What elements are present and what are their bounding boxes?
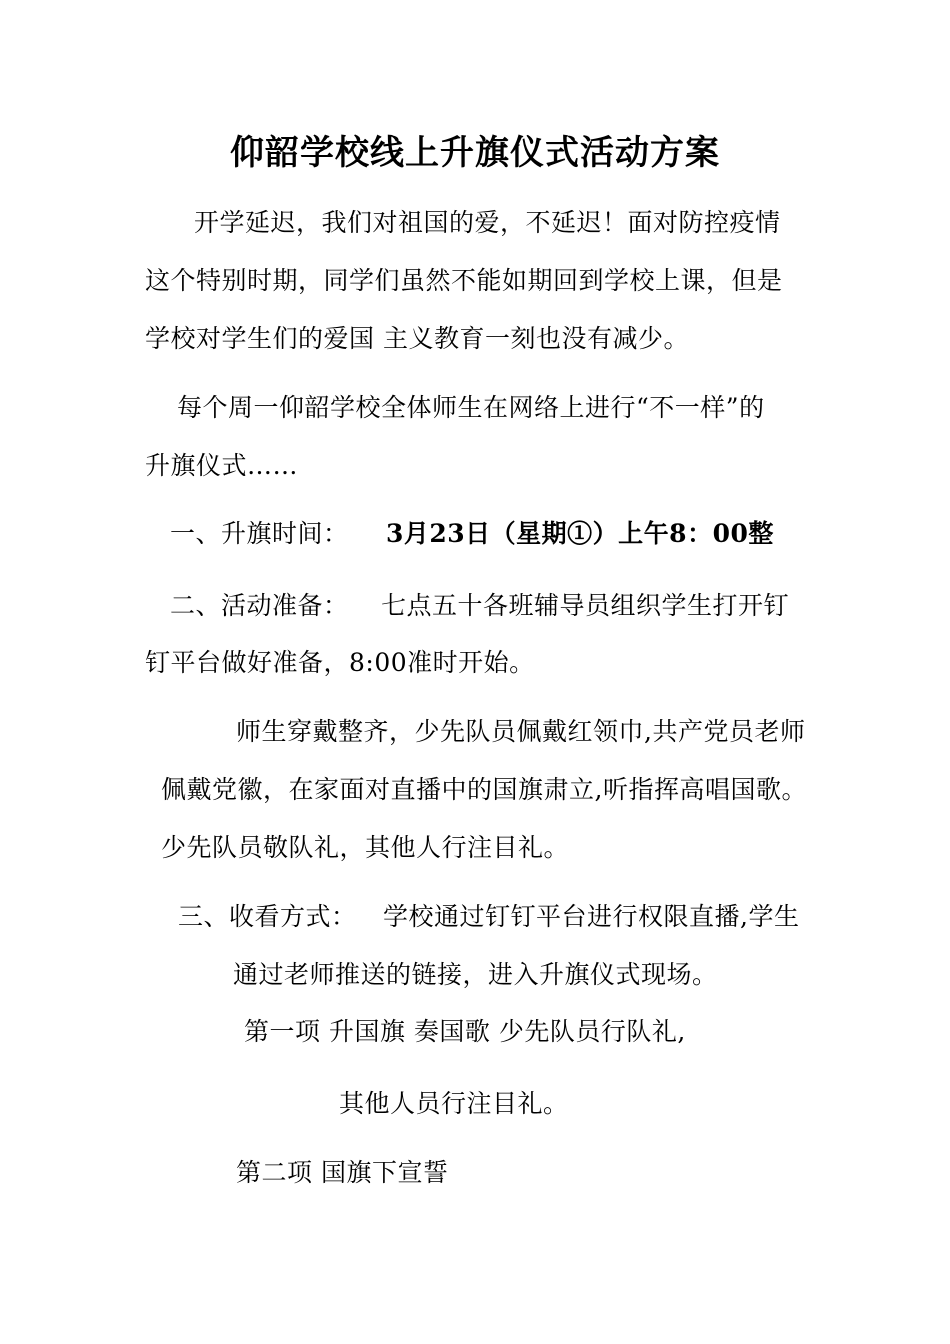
weekly-line-2: 升旗仪式…… xyxy=(145,451,299,480)
section1-label: 一、升旗时间： xyxy=(170,519,349,548)
item1-line-1: 第一项 升国旗 奏国歌 少先队员行队礼, xyxy=(244,1017,686,1046)
section2-value: 七点五十各班辅导员组织学生打开钉 xyxy=(381,591,790,620)
intro-line-1: 开学延迟，我们对祖国的爱，不延迟！面对防控疫情 xyxy=(194,208,781,237)
section3-label: 三、收看方式： xyxy=(178,902,357,931)
section1-value: 3月23日（星期①）上午8：00整 xyxy=(386,519,774,548)
document-title: 仰韶学校线上升旗仪式活动方案 xyxy=(230,133,720,173)
item1-line-2: 其他人员行注目礼。 xyxy=(339,1089,569,1118)
item2-line-1: 第二项 国旗下宣誓 xyxy=(236,1158,449,1187)
section3-value: 学校通过钉钉平台进行权限直播,学生 xyxy=(383,902,800,931)
intro-line-2: 这个特别时期，同学们虽然不能如期回到学校上课，但是 xyxy=(145,266,783,295)
section2-label: 二、活动准备： xyxy=(170,591,349,620)
attire-line-3: 少先队员敬队礼，其他人行注目礼。 xyxy=(161,833,570,862)
section2-cont: 钉平台做好准备，8:00准时开始。 xyxy=(145,648,535,677)
attire-line-2: 佩戴党徽，在家面对直播中的国旗肃立,听指挥高唱国歌。 xyxy=(161,775,807,804)
section3-cont: 通过老师推送的链接，进入升旗仪式现场。 xyxy=(233,960,718,989)
intro-line-3: 学校对学生们的爱国 主义教育一刻也没有减少。 xyxy=(145,324,689,353)
weekly-line-1: 每个周一仰韶学校全体师生在网络上进行“不一样”的 xyxy=(177,393,765,422)
attire-line-1: 师生穿戴整齐，少先队员佩戴红领巾,共产党员老师 xyxy=(236,717,806,746)
